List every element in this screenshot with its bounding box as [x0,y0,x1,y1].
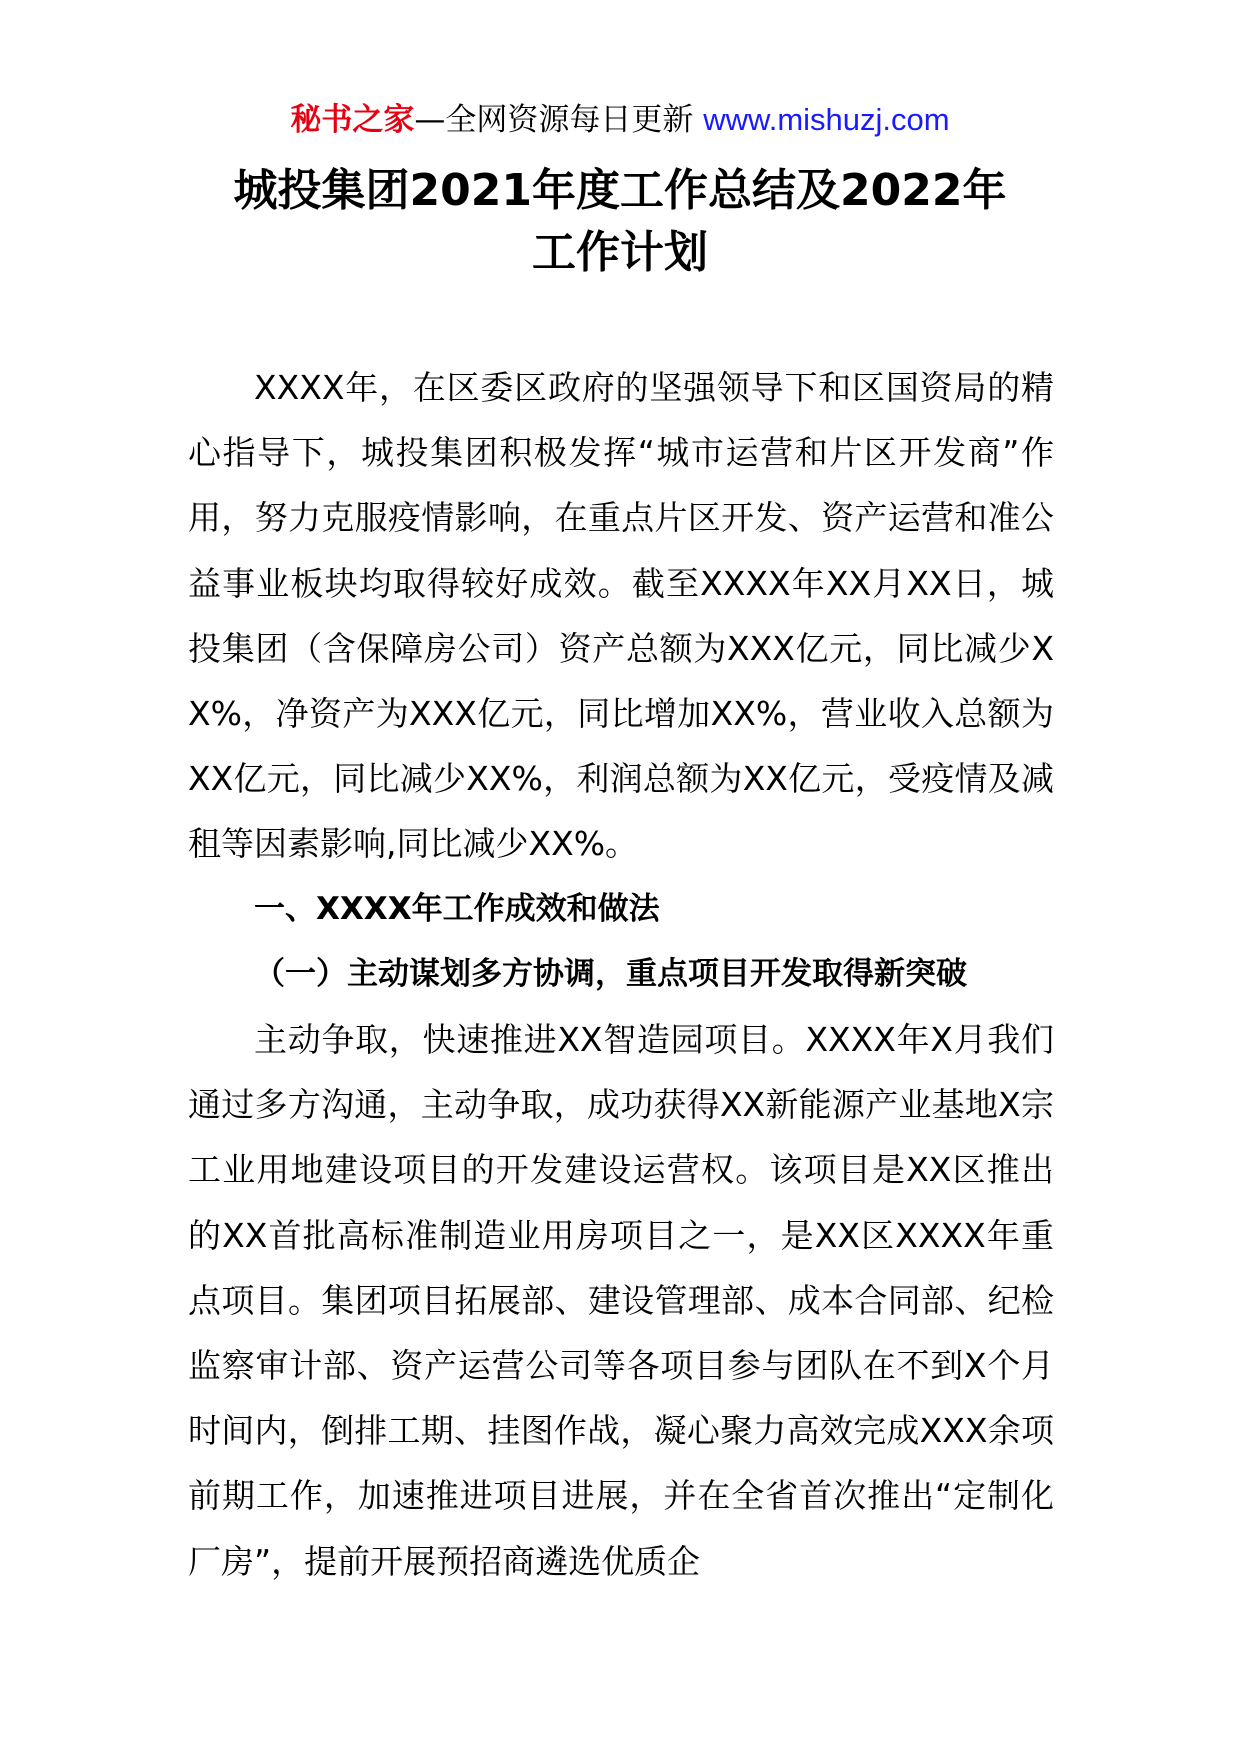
section-heading: 一、XXXX年工作成效和做法 [254,890,660,927]
document-body [188,355,1054,1594]
section-paragraph: 主动争取，快速推进XX智造园项目。XXXX年X月我们通过多方沟通，主动争取，成功获得XX新能源产业基地X宗工业用地建设项目的开发建设运营权。该项目是XX区推出的XX首批高标准制造业用房项目之一，是XX区XXXX年重点项目。集团项目拓展部、建设管理部、成本合同部、纪检监察审计部、资产运营公司等各项目参与团队在不到X个月时间内，倒排工期、挂图作战，凝心聚力高效完成XXX余项前期工作，加速推进项目进展，并在全省首次推出“定制化厂房”，提前开展预招商遴选优质企 [188,1020,1054,1581]
title-line-2: 工作计划 [532,227,708,278]
site-url-link[interactable]: www.mishuzj.com [703,102,950,137]
header-slogan: —全网资源每日更新 [414,102,704,138]
title-line-1: 城投集团2021年度工作总结及2022年 [233,165,1007,216]
brand-name: 秘书之家 [290,102,415,138]
site-header [0,100,1240,140]
intro-paragraph: XXXX年，在区委区政府的坚强领导下和区国资局的精心指导下，城投集团积极发挥“城市运营和片区开发商”作用，努力克服疫情影响，在重点片区开发、资产运营和准公益事业板块均取得较好成效。截至XXXX年XX月XX日，城投集团（含保障房公司）资产总额为XXX亿元，同比减少XX%，净资产为XXX亿元，同比增加XX%，营业收入总额为XX亿元，同比减少XX%，利润总额为XX亿元，受疫情及减租等因素影响,同比减少XX%。 [188,368,1054,864]
document-title [0,160,1240,284]
subsection-heading: （一）主动谋划多方协调，重点项目开发取得新突破 [254,955,967,992]
